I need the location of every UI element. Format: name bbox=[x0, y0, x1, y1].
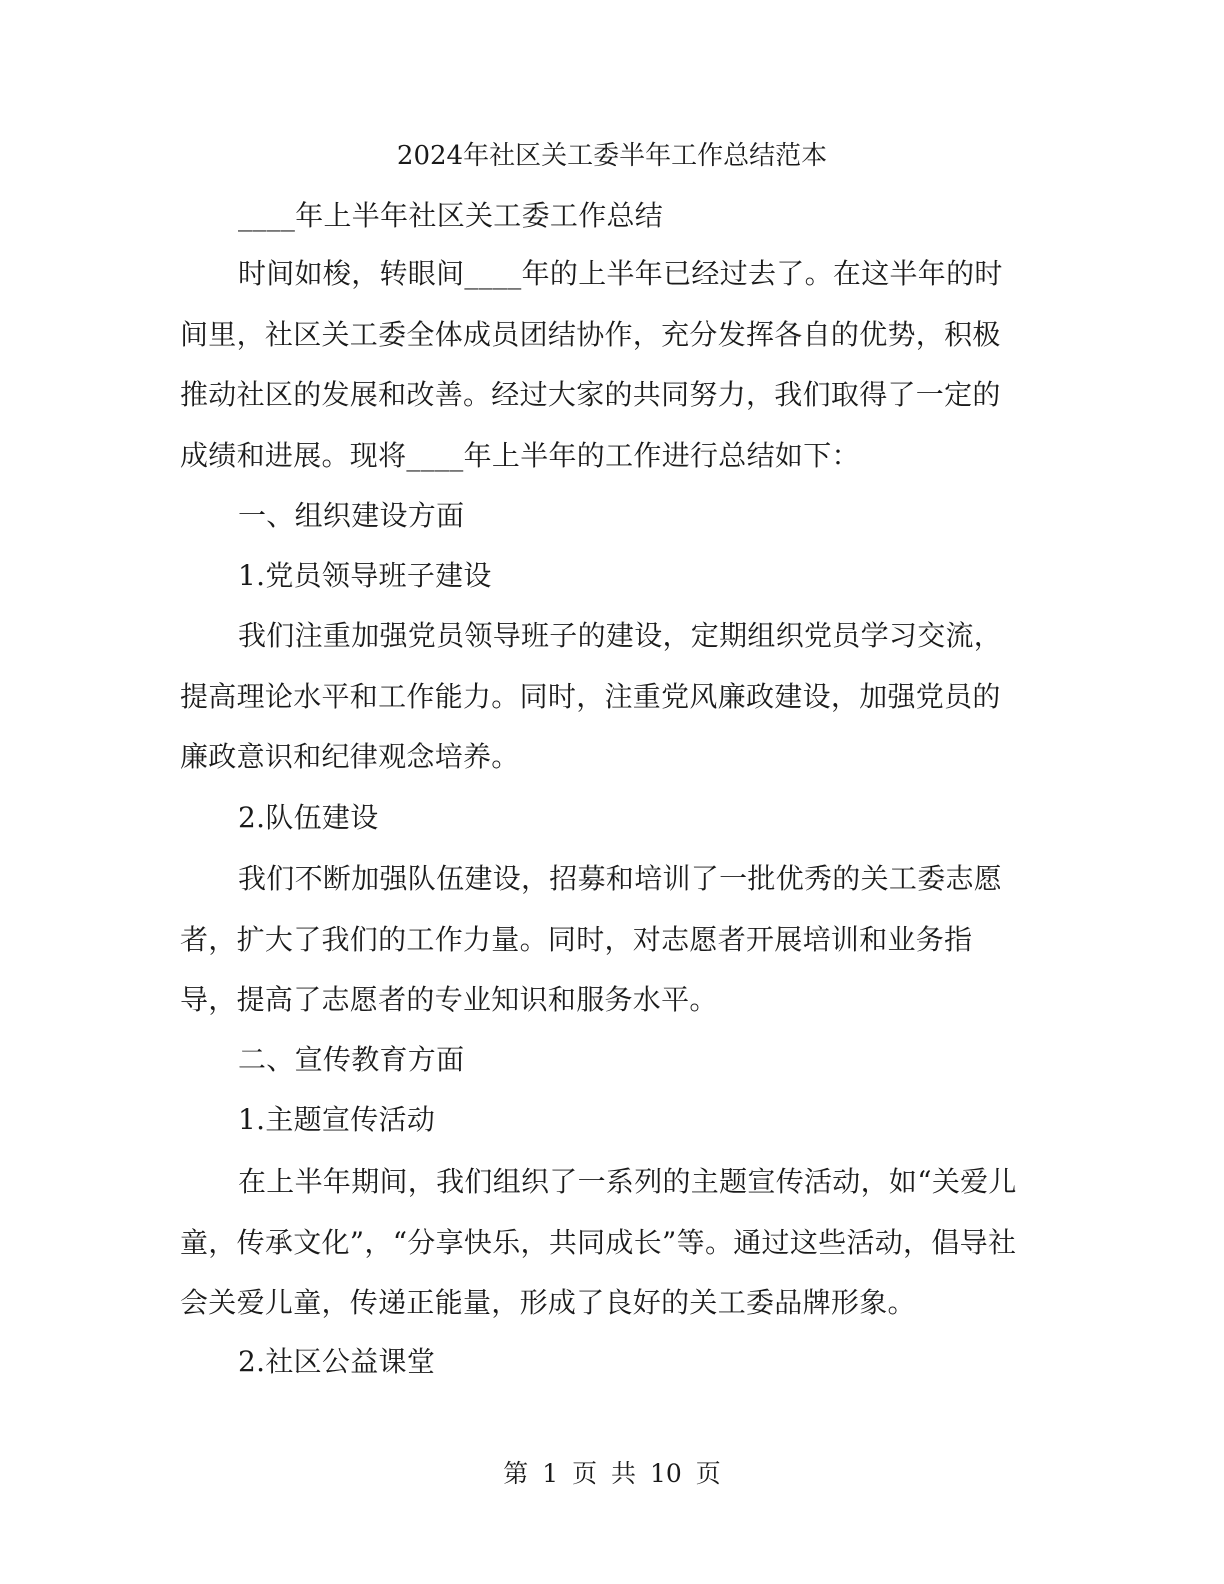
section-1-item-2-heading: 2.队伍建设 bbox=[238, 801, 379, 834]
section-1-item-1-text: 我们注重加强党员领导班子的建设，定期组织党员学习交流，提高理论水平和工作能力。同时，注重党风廉政建设，加强党员的廉政意识和纪律观念培养。 bbox=[180, 619, 1003, 774]
document-title: 2024年社区关工委半年工作总结范本 bbox=[396, 141, 828, 171]
section-1-item-2-text: 我们不断加强队伍建设，招募和培训了一批优秀的关工委志愿者，扩大了我们的工作力量。同时，对志愿者开展培训和业务指导，提高了志愿者的专业知识和服务水平。 bbox=[180, 862, 1003, 1017]
document-subtitle: ____年上半年社区关工委工作总结 bbox=[238, 199, 664, 232]
section-2-heading: 二、宣传教育方面 bbox=[238, 1043, 465, 1076]
page-number-footer: 第 1 页 共 10 页 bbox=[503, 1459, 721, 1488]
section-2-item-1-text: 在上半年期间，我们组织了一系列的主题宣传活动，如“关爱儿童，传承文化”，“分享快乐，共同成长”等。通过这些活动，倡导社会关爱儿童，传递正能量，形成了良好的关工委品牌形象。 bbox=[180, 1165, 1017, 1320]
section-2-item-2-heading: 2.社区公益课堂 bbox=[238, 1345, 436, 1378]
section-1-heading: 一、组织建设方面 bbox=[238, 499, 465, 532]
intro-paragraph: 时间如梭，转眼间____年的上半年已经过去了。在这半年的时间里，社区关工委全体成员团结协作，充分发挥各自的优势，积极推动社区的发展和改善。经过大家的共同努力，我们取得了一定的成绩和进展。现将____年上半年的工作进行总结如下： bbox=[180, 257, 1003, 472]
section-1-item-1-heading: 1.党员领导班子建设 bbox=[238, 559, 492, 592]
section-2-item-1-heading: 1.主题宣传活动 bbox=[238, 1103, 436, 1136]
